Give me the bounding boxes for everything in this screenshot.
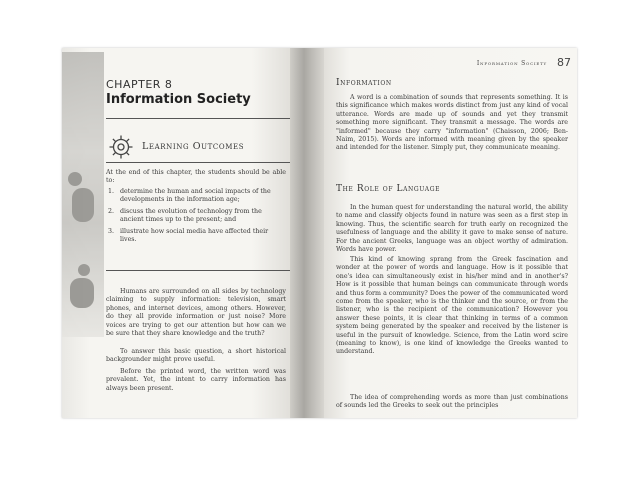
chapter-title: Information Society <box>106 92 251 107</box>
title-rule <box>106 118 291 119</box>
body-paragraph-1: Humans are surrounded on all sides by technology claiming to supply information: television, smart phones, and internet devices, among others. However, do they all provide information or just noise? More voices are trying to get our attention but how can we be sure that they share knowledge and the truth? <box>106 288 286 338</box>
outcomes-intro: At the end of this chapter, the students should be able to: <box>106 169 286 185</box>
list-item: 3. illustrate how social media have affected their lives. <box>108 227 269 244</box>
section-rule <box>106 270 291 271</box>
language-paragraph-1: In the human quest for understanding the natural world, the ability to name and classify objects found in nature was seen as a first step in knowing. Thus, the scientific search for truth early on recognized the usefulness of language and the ability it gave to make sense of nature. For the ancient Greeks, language was an object worthy of admiration. Words have power. <box>336 204 568 254</box>
page-number: 87 <box>557 56 571 69</box>
learning-outcomes-title: Learning Outcomes <box>142 141 245 152</box>
chapter-number: CHAPTER 8 <box>106 78 173 91</box>
left-page <box>62 48 299 418</box>
section-title-information: Information <box>336 78 392 88</box>
language-paragraph-2: This kind of knowing sprang from the Greek fascination and wonder at the power of words and language. How is it possible that one's idea can simultaneously exist in his/her mind and in another's? How is it possible that human beings can communicate through words and thus form a community? Does the power of the communicated word come from the speaker, who is the thinker and the source, or from the listener, who is the recipient of the communication? However you answer these points, it is clear that thinking in terms of a common system being generated by the speaker and received by the listener is useful in the pursuit of knowledge. Science, from the Latin word scire (meaning to know), is one kind of knowledge the Greeks wanted to understand. <box>336 256 568 356</box>
outcomes-rule <box>106 162 291 163</box>
section-title-role-of-language: The Role of Language <box>336 184 441 194</box>
information-paragraph: A word is a combination of sounds that represents something. It is this significance which makes words distinct from just any kind of vocal utterance. Words are made up of sounds and yet they transmit something more significant. They transmit a message. The words are "informed" because they carry "information" (Chaisson, 2006; Ben-Naim, 2015). Words are informed with meaning given by the speaker and intended for the listener. Simply put, they communicate meaning. <box>336 94 568 152</box>
language-paragraph-3: The idea of comprehending words as more than just combinations of sounds led the Greeks to seek out the principles <box>336 394 568 410</box>
book-spread <box>62 48 577 418</box>
list-item: 1. determine the human and social impacts of the developments in the information age; <box>108 188 271 204</box>
list-item: 2. discuss the evolution of technology from the ancient times up to the present; and <box>108 207 262 224</box>
right-page <box>324 48 577 418</box>
running-head: Information Society <box>476 60 547 67</box>
objectives-list <box>106 188 286 247</box>
photo-strip <box>62 52 104 337</box>
gear-icon <box>108 134 134 160</box>
body-paragraph-3: Before the printed word, the written word was prevalent. Yet, the intent to carry information has always been present. <box>106 368 286 392</box>
body-paragraph-2: To answer this basic question, a short historical backgrounder might prove useful. <box>106 348 286 364</box>
